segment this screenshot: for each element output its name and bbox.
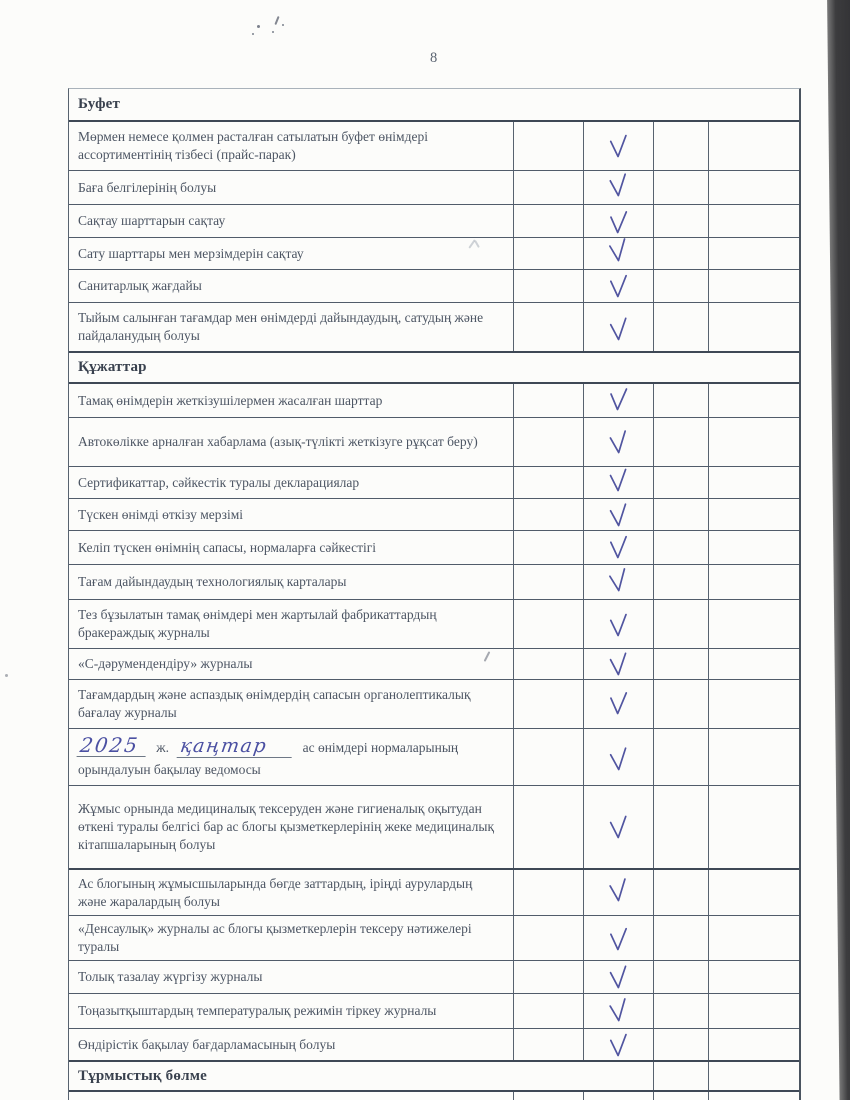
checkmark-icon [608,387,629,412]
checklist-row [69,786,799,870]
checklist-row [69,961,799,994]
checklist-row [69,916,799,961]
row-label: Тамақ өнімдерін жеткізушілермен жасалған шарттар [78,392,383,408]
row-label: Тағамдардың және аспаздық өнімдердің сапасын органолептикалық бағалау журналы [78,687,471,720]
checkmark-icon [606,566,631,594]
checkmark-icon [606,237,630,265]
checklist-row [69,418,799,467]
check-cell [583,786,653,868]
checkmark-icon [608,926,630,952]
checklist-row [69,122,799,171]
checkmark-icon [607,467,630,493]
row-label: Сату шарттары мен мерзімдерін сақтау [78,245,304,261]
check-cell [583,467,653,498]
row-label: Өндірістік бақылау бағдарламасының болуы [78,1036,336,1052]
scan-edge-shadow [827,0,850,1100]
ink-speck [274,16,279,25]
row-label: Мөрмен немесе қолмен расталған сатылатын буфет өнімдері ассортиментінің тізбесі (прайс-парак) [78,129,428,162]
checkmark-icon [607,428,631,455]
check-cell [583,531,653,564]
checklist-row [69,870,799,916]
checklist-row [69,649,799,680]
row-label: Жұмыс орнында медициналық тексеруден және гигиеналық оқытудан өткені туралы белгісі бар ас блогы қызметкерлерінің жеке медициналық кітапшаларының болуы [78,801,495,852]
checklist-row [69,531,799,565]
checkmark-icon [607,1032,629,1058]
section-header-row [69,353,799,384]
row-label: Сертификаттар, сәйкестік туралы декларациялар [78,474,360,490]
checklist-row [69,994,799,1029]
printed-label: орындалуын бақылау ведомосы [78,761,261,777]
section-title: Тұрмыстық бөлме [78,1067,207,1084]
checkmark-icon [606,996,630,1024]
check-cell [583,205,653,237]
row-label: Ас блогының жұмысшыларында бөгде заттардың, іріңді аурулардың және жаралардың болуы [78,875,473,909]
section-header-row [69,1062,799,1092]
check-cell [583,238,653,269]
check-cell [583,680,653,728]
checklist-row [69,1029,799,1062]
check-cell [583,961,653,993]
row-label: Сақтау шарттарын сақтау [78,213,226,229]
checkmark-icon [607,133,629,159]
row-label: Тыйым салынған тағамдар мен өнімдерді дайындаудың, сатудың және пайдаланудың болуы [78,310,484,343]
checklist-row [69,384,799,418]
checklist-row [69,205,799,238]
checklist-row [69,499,799,531]
row-label: Түскен өнімді өткізу мерзімі [78,506,244,522]
checklist-row [69,680,799,729]
check-cell [583,122,653,170]
inspection-checklist-table [68,88,801,1100]
check-cell [583,600,653,648]
row-label: «С-дәрумендендіру» журналы [78,656,253,672]
row-label: Толық тазалау жүргізу журналы [78,969,263,985]
check-cell [583,270,653,302]
check-cell [583,565,653,599]
check-cell [583,649,653,679]
row-label: Баға белгілерінің болуы [78,179,217,195]
row-label: Тағам дайындаудың технологиялық карталары [78,574,347,590]
checklist-row [69,600,799,649]
row-label: Тоңазытқыштардың температуралық режимін тіркеу журналы [78,1003,437,1019]
ink-speck [252,33,254,35]
checklist-row [69,171,799,205]
check-cell [583,729,653,785]
checkmark-icon [607,814,630,840]
checkmark-icon [608,690,629,715]
page-number: 8 [430,50,438,66]
check-cell [583,499,653,530]
row-label: Тез бұзылатын тамақ өнімдері мен жартылай фабрикаттардың бракераждық журналы [78,607,437,640]
checkmark-icon [607,316,630,343]
section-title: Буфет [78,96,121,112]
checklist-row [69,238,799,270]
checklist-row [69,303,799,353]
section-title: Құжаттар [78,359,147,375]
checkmark-icon [608,273,630,299]
checkmark-icon [607,172,630,199]
check-cell [583,916,653,960]
check-cell [583,1029,653,1060]
ink-speck [272,31,274,33]
checklist-row [69,565,799,600]
checkmark-icon [607,502,630,529]
checkmark-icon [607,612,629,638]
checkmark-icon [608,535,630,561]
printed-label: ас өнімдері нормаларының [299,739,459,755]
check-cell [583,870,653,915]
ink-speck [5,674,8,677]
row-label: Автокөлікке арналған хабарлама (азық-түлікті жеткізуге рұқсат беру) [78,434,478,450]
section-header-row [69,89,799,122]
row-label: Санитарлық жағдайы [78,278,202,294]
checkmark-icon [607,964,630,991]
check-cell [583,171,653,204]
checkmark-icon [607,651,630,678]
ink-speck [257,25,260,28]
checkmark-icon [607,745,630,772]
check-cell [583,994,653,1028]
row-label: Келіп түскен өнімнің сапасы, нормаларға сәйкестігі [78,539,377,555]
checklist-row [69,729,799,786]
check-cell [583,384,653,417]
checklist-row [69,270,799,303]
checkmark-icon [608,209,629,234]
handwritten-year: 2025 [77,736,149,757]
empty-row [69,1092,799,1100]
row-label [69,729,513,785]
check-cell [583,418,653,466]
checkmark-icon [606,877,630,904]
printed-label: ж. [152,739,173,755]
handwritten-month: қаңтар [177,738,295,758]
row-label: «Денсаулық» журналы ас блогы қызметкерлерін тексеру нәтижелері туралы [78,921,472,954]
checklist-row [69,467,799,499]
check-cell [583,303,653,351]
ink-speck [282,24,284,26]
